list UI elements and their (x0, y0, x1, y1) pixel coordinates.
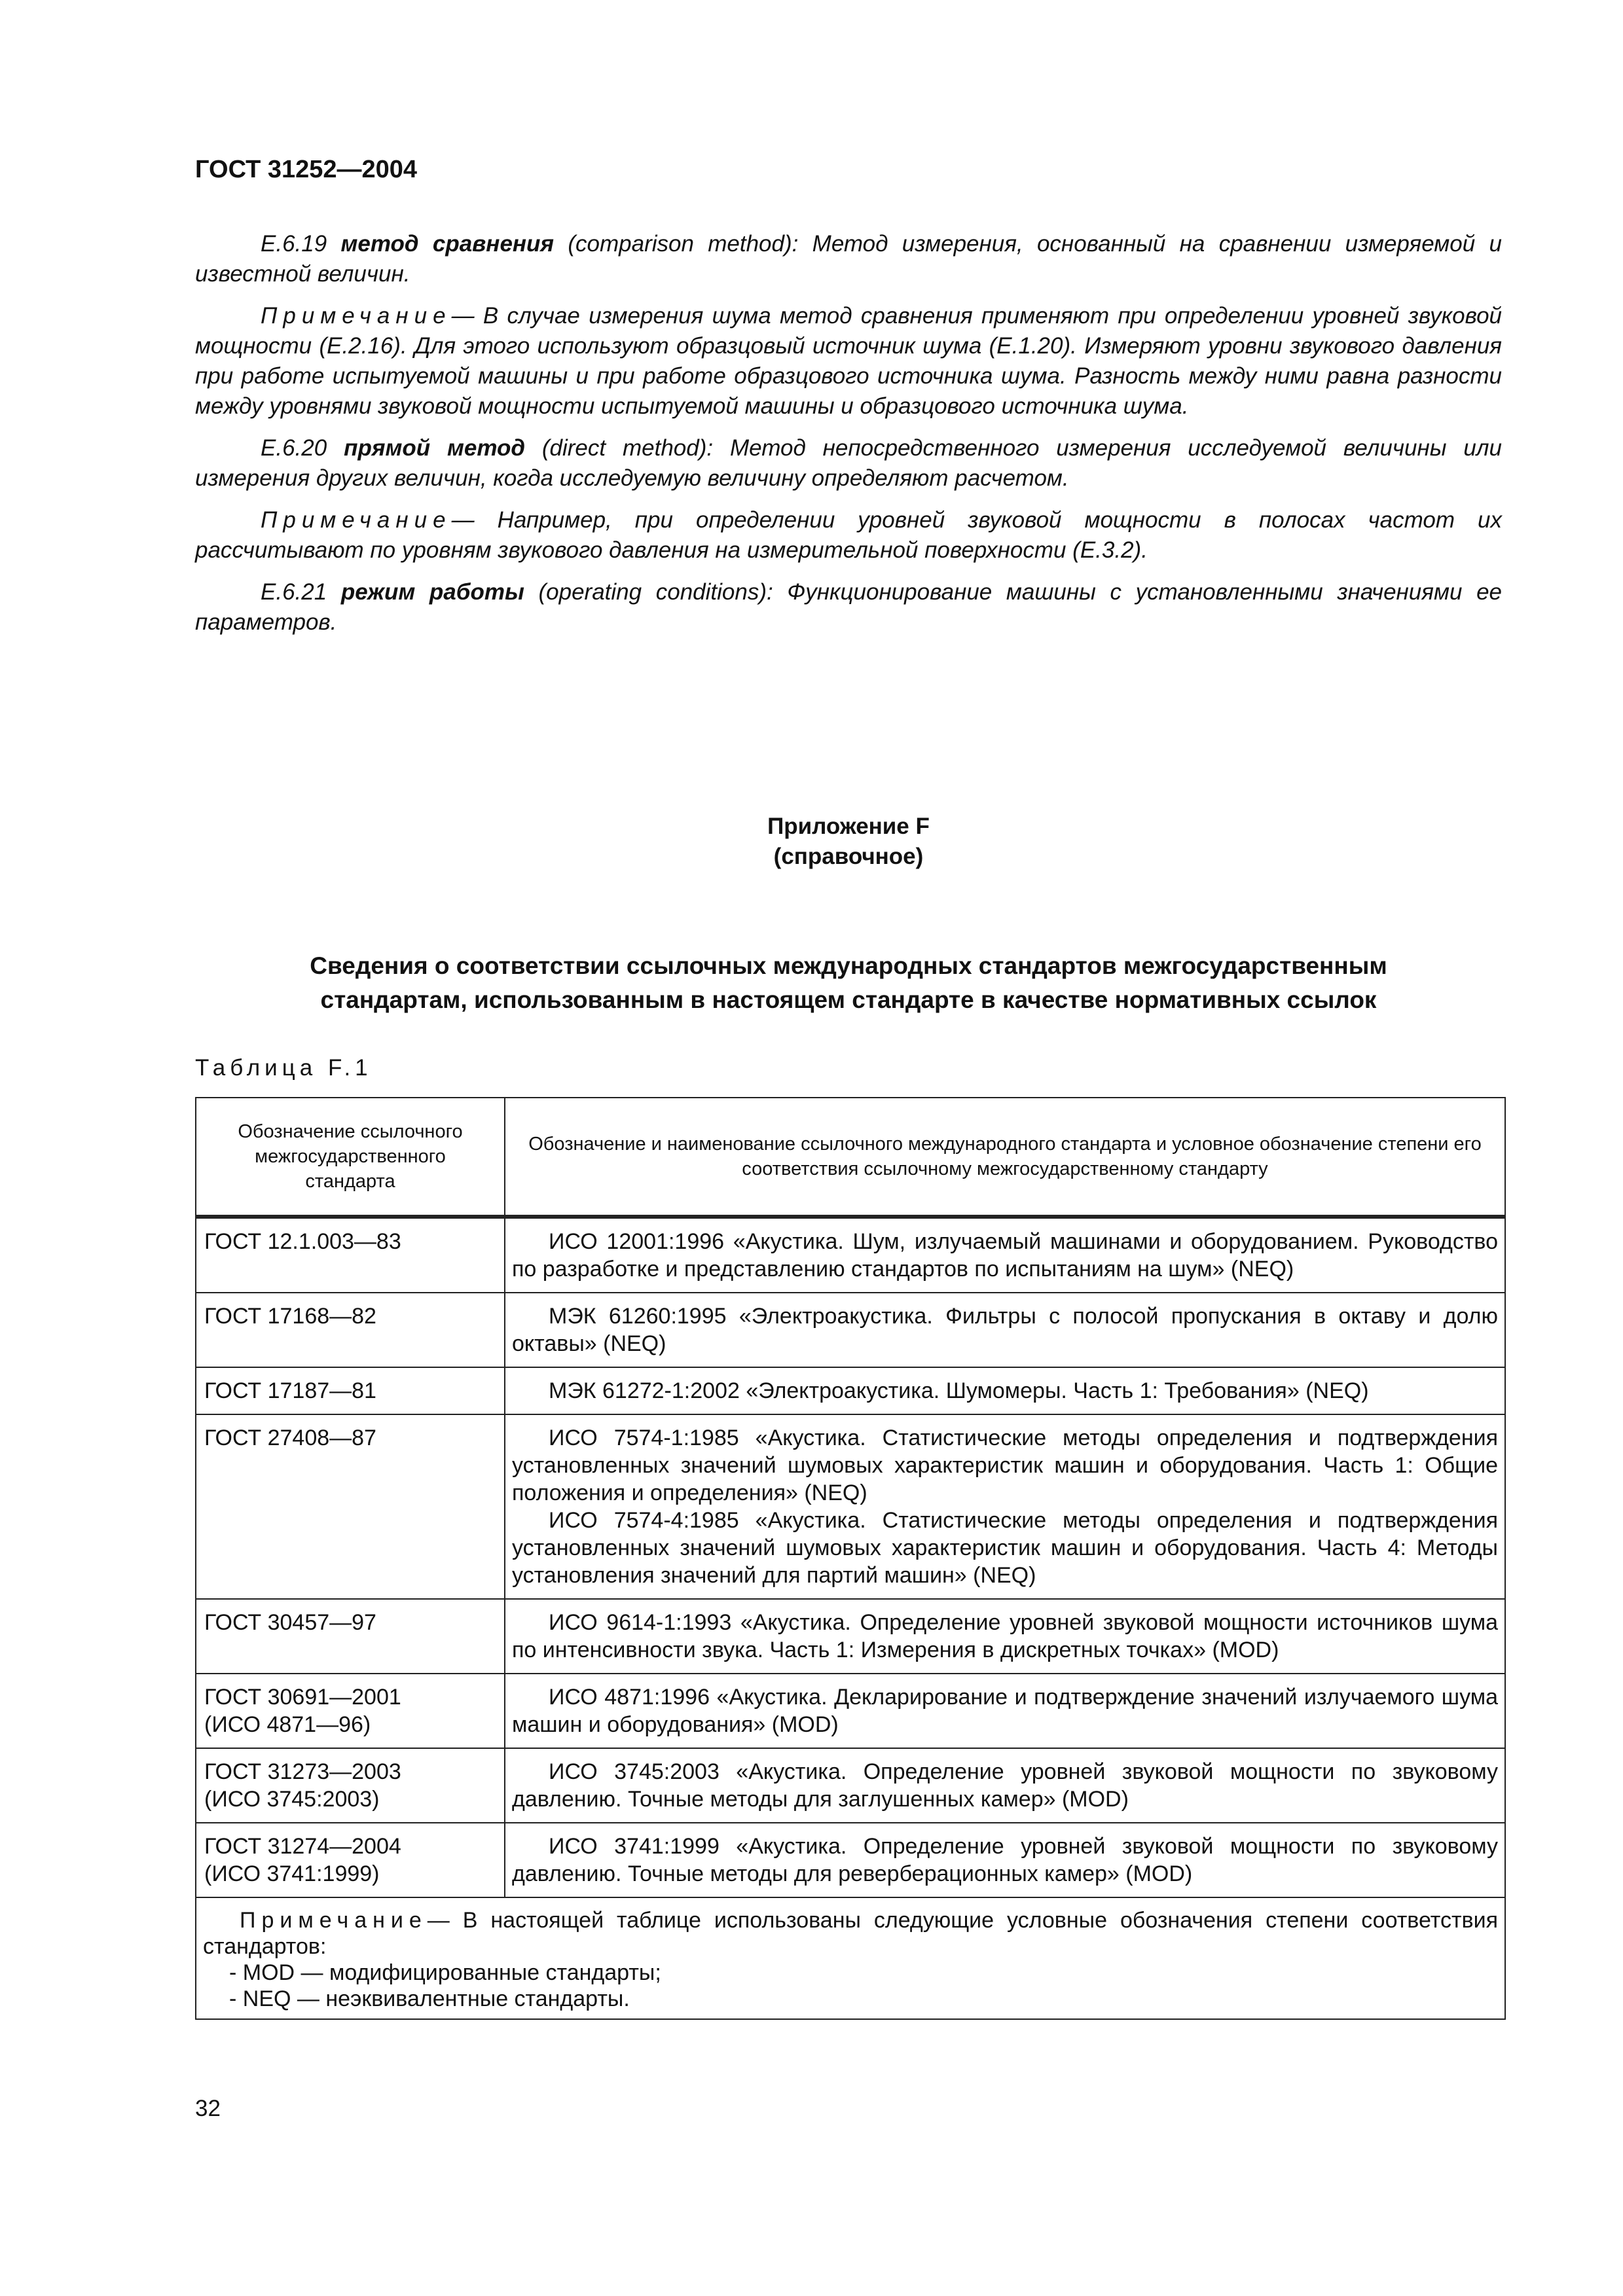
table-note (196, 1897, 1505, 2019)
note-label: Примечание (261, 507, 452, 533)
description-text: МЭК 61272-1:2002 «Электроакустика. Шумомеры. Часть 1: Требования» (NEQ) (549, 1378, 1369, 1403)
description-text: ИСО 9614-1:1993 «Акустика. Определение уровней звуковой мощности источников шума по интенсивности звука. Часть 1: Измерения в дискретных точках» (MOD) (512, 1610, 1498, 1662)
table-header-row (196, 1098, 1505, 1217)
gost-line: ГОСТ 30691—2001 (204, 1685, 401, 1710)
document-id: ГОСТ 31252—2004 (195, 156, 418, 183)
table-title-line-1: Сведения о соответствии ссылочных международных стандартов межгосударственным (310, 952, 1387, 979)
table-title (195, 949, 1502, 1017)
note-text: — В настоящей таблице использованы следующие условные обозначения степени соответствия стандартов: (203, 1908, 1498, 1959)
gost-line: (ИСО 3741:1999) (204, 1861, 380, 1886)
definition-english: (direct method): (541, 435, 714, 461)
gost-line: ГОСТ 27408—87 (204, 1426, 376, 1450)
gost-line: (ИСО 3745:2003) (204, 1787, 380, 1812)
table-label: Таблица F.1 (195, 1055, 373, 1081)
gost-cell (196, 1217, 505, 1293)
description-text: ИСО 3741:1999 «Акустика. Определение уровней звуковой мощности по звуковому давлению. Точные методы для реверберационных камер» (MOD) (512, 1834, 1498, 1886)
table-row (196, 1367, 1505, 1414)
definition-term: прямой метод (344, 435, 525, 461)
description-cell (505, 1293, 1505, 1367)
description-cell (505, 1748, 1505, 1823)
gost-line: ГОСТ 12.1.003—83 (204, 1229, 401, 1254)
page-number: 32 (195, 2096, 221, 2121)
gost-cell (196, 1599, 505, 1674)
table-row (196, 1674, 1505, 1748)
standards-table (195, 1097, 1506, 2020)
header-international-standard: Обозначение и наименование ссылочного международного стандарта и условное обозначение степени его соответствия ссылочному межгосударственному стандарту (505, 1098, 1505, 1217)
definition-term: метод сравнения (340, 231, 555, 257)
description-text: МЭК 61260:1995 «Электроакустика. Фильтры с полосой пропускания в октаву и долю октавы» (NEQ) (512, 1304, 1498, 1356)
table-row (196, 1293, 1505, 1367)
table-note-row (196, 1897, 1505, 2019)
note-item: - NEQ — неэквивалентные стандарты. (229, 1986, 630, 2011)
gost-line: ГОСТ 31274—2004 (204, 1834, 401, 1859)
definition-e-6-21 (195, 577, 1502, 637)
table-row (196, 1823, 1505, 1897)
definition-code: Е.6.21 (261, 579, 327, 605)
definition-text: Функционирование машины с установленными значениями ее параметров. (195, 579, 1503, 635)
definition-code: Е.6.20 (261, 435, 327, 461)
note-text: — Например, при определении уровней звуковой мощности в полосах частот их рассчитывают по уровням звукового давления на измерительной поверхности (Е.3.2). (195, 507, 1502, 563)
header-gost-designation: Обозначение ссылочного межгосударственного стандарта (196, 1098, 505, 1217)
description-text: ИСО 4871:1996 «Акустика. Декларирование и подтверждение значений излучаемого шума машин и оборудования» (MOD) (512, 1685, 1498, 1737)
definition-e-6-20 (195, 433, 1502, 493)
gost-cell (196, 1293, 505, 1367)
note-item: - MOD — модифицированные стандарты; (229, 1960, 661, 1985)
gost-cell (196, 1748, 505, 1823)
definition-text: Метод измерения, основанный на сравнении измеряемой и известной величин. (195, 231, 1502, 287)
description-text: ИСО 3745:2003 «Акустика. Определение уровней звуковой мощности по звуковому давлению. Точные методы для заглушенных камер» (MOD) (512, 1759, 1498, 1812)
description-text: ИСО 12001:1996 «Акустика. Шум, излучаемый машинами и оборудованием. Руководство по разработке и представлению стандартов по испытаниям на шум» (NEQ) (512, 1229, 1498, 1282)
gost-line: ГОСТ 17187—81 (204, 1378, 376, 1403)
description-cell (505, 1367, 1505, 1414)
description-cell (505, 1217, 1505, 1293)
note-text: — В случае измерения шума метод сравнения применяют при определении уровней звуковой мощности (Е.2.16). Для этого используют образцовый источник шума (Е.1.20). Измеряют уровни звукового давления при работе испытуемой машины и при работе образцового источника шума. Разность между ними равна разности между уровнями звуковой мощности испытуемой машины и образцового источника шума. (195, 303, 1502, 419)
note-label: Примечание (240, 1908, 428, 1933)
gost-line: ГОСТ 17168—82 (204, 1304, 376, 1329)
table-row (196, 1217, 1505, 1293)
gost-cell (196, 1823, 505, 1897)
note-label: Примечание (261, 303, 452, 329)
definition-e-6-19 (195, 229, 1502, 289)
description-cell (505, 1414, 1505, 1599)
gost-cell (196, 1367, 505, 1414)
gost-line: ГОСТ 31273—2003 (204, 1759, 401, 1784)
appendix-title: Приложение F (767, 814, 930, 839)
description-text: ИСО 7574-1:1985 «Акустика. Статистические методы определения и подтверждения установленных значений шумовых характеристик машин и оборудования. Часть 1: Общие положения и определения» (NEQ) (512, 1426, 1498, 1505)
definitions-section (195, 229, 1502, 649)
gost-line: ГОСТ 30457—97 (204, 1610, 376, 1635)
table-note-text (203, 1907, 1498, 1960)
definition-text: Метод непосредственного измерения исследуемой величины или измерения других величин, когда исследуемую величину определяют расчетом. (195, 435, 1503, 491)
gost-line: (ИСО 4871—96) (204, 1712, 371, 1737)
table-row (196, 1599, 1505, 1674)
description-text: ИСО 7574-4:1985 «Акустика. Статистические методы определения и подтверждения установленных значений шумовых характеристик машин и оборудования. Часть 4: Методы установления значений для партий машин» (NEQ) (512, 1508, 1498, 1588)
description-cell (505, 1823, 1505, 1897)
definition-english: (comparison method): (568, 231, 799, 257)
appendix-subtitle: (справочное) (773, 844, 924, 869)
description-cell (505, 1599, 1505, 1674)
table-row (196, 1748, 1505, 1823)
table-title-line-2: стандартам, использованным в настоящем стандарте в качестве нормативных ссылок (320, 986, 1377, 1013)
appendix-heading (195, 812, 1502, 872)
table-row (196, 1414, 1505, 1599)
definition-code: Е.6.19 (261, 231, 327, 257)
gost-cell (196, 1414, 505, 1599)
note-e-6-19 (195, 301, 1502, 422)
definition-english: (operating conditions): (538, 579, 773, 605)
note-e-6-20 (195, 505, 1502, 565)
gost-cell (196, 1674, 505, 1748)
definition-term: режим работы (340, 579, 524, 605)
description-cell (505, 1674, 1505, 1748)
